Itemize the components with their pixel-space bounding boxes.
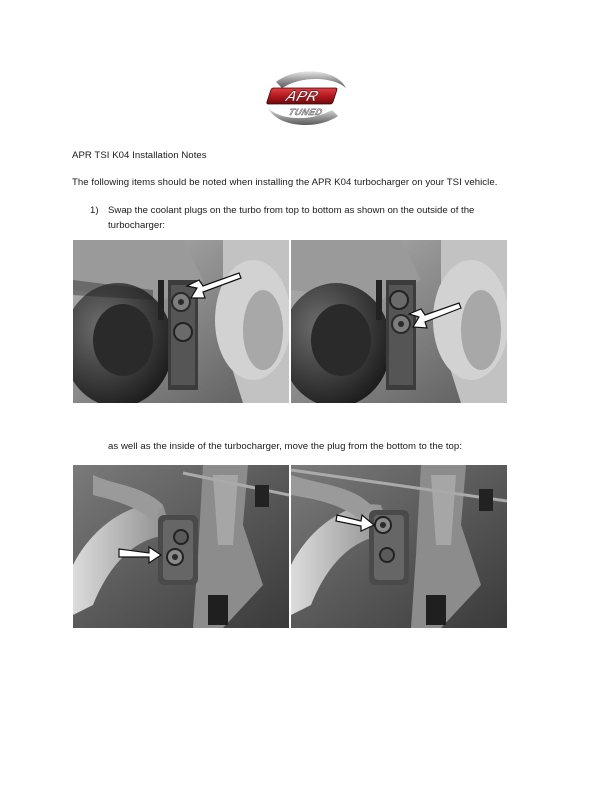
page-title: APR TSI K04 Installation Notes [72, 150, 207, 161]
svg-text:APR: APR [283, 88, 321, 105]
step-number: 1) [90, 205, 99, 216]
photo-outside-before [73, 240, 289, 403]
photo-inside-after [291, 465, 507, 628]
photo-inside-before [73, 465, 289, 628]
inside-instruction-text: as well as the inside of the turbocharger, move the plug from the bottom to the top: [108, 441, 463, 452]
svg-text:TUNED: TUNED [287, 107, 324, 117]
photo-outside-after [291, 240, 507, 403]
apr-tuned-logo [258, 68, 354, 130]
intro-text: The following items should be noted when installing the APR K04 turbocharger on your TSI vehicle. [72, 177, 498, 188]
step-text: Swap the coolant plugs on the turbo from top to bottom as shown on the outside of the turbocharger: [108, 205, 475, 231]
